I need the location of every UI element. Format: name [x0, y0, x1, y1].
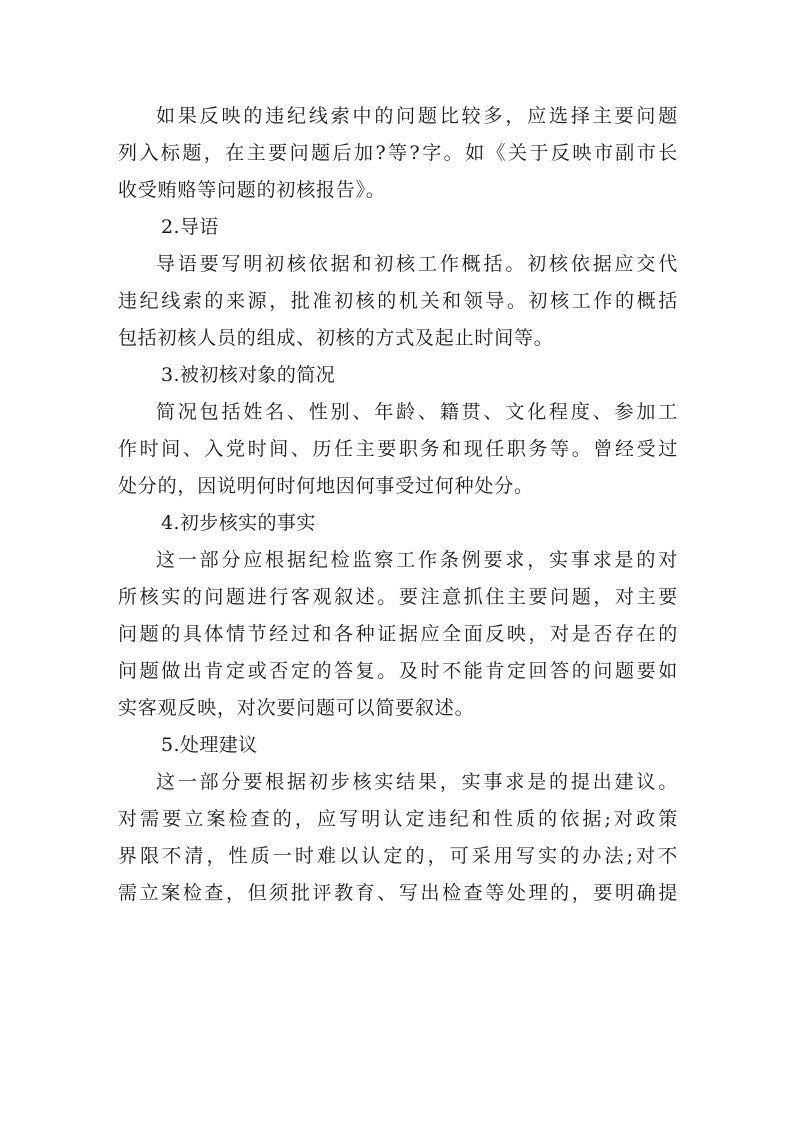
paragraph-line: 所核实的问题进行客观叙述。要注意抓住主要问题，对主要 [118, 586, 678, 608]
paragraph-line: 需立案检查，但须批评教育、写出检查等处理的，要明确提 [118, 882, 678, 904]
section-heading: 4.初步核实的事实 [161, 512, 316, 534]
paragraph-line: 实客观反映，对次要问题可以简要叙述。 [118, 697, 475, 719]
paragraph-line: 如果反映的违纪线索中的问题比较多，应选择主要问题 [156, 105, 678, 127]
document-page [118, 98, 678, 912]
paragraph-line: 这一部分应根据纪检监察工作条例要求，实事求是的对 [156, 549, 678, 571]
paragraph-line: 简况包括姓名、性别、年龄、籍贯、文化程度、参加工 [156, 401, 678, 423]
section-heading: 3.被初核对象的简况 [161, 364, 336, 386]
section-heading: 5.处理建议 [161, 734, 258, 756]
paragraph-line: 作时间、入党时间、历任主要职务和现任职务等。曾经受过 [118, 438, 678, 460]
paragraph-line: 对需要立案检查的，应写明认定违纪和性质的依据;对政策 [118, 808, 678, 830]
paragraph-line: 处分的，因说明何时何地因何事受过何种处分。 [118, 475, 534, 497]
paragraph-line: 收受贿赂等问题的初核报告》。 [118, 179, 386, 201]
paragraph-line: 问题的具体情节经过和各种证据应全面反映，对是否存在的 [118, 623, 678, 645]
section-heading: 2.导语 [161, 216, 219, 238]
paragraph-line: 问题做出肯定或否定的答复。及时不能肯定回答的问题要如 [118, 660, 678, 682]
paragraph-line: 这一部分要根据初步核实结果，实事求是的提出建议。 [156, 771, 678, 793]
paragraph-line: 界限不清，性质一时难以认定的，可采用写实的办法;对不 [118, 845, 678, 867]
paragraph-line: 包括初核人员的组成、初核的方式及起止时间等。 [118, 327, 554, 349]
paragraph-line: 导语要写明初核依据和初核工作概括。初核依据应交代 [156, 253, 678, 275]
paragraph-line: 列入标题，在主要问题后加?等?字。如《关于反映市副市长 [118, 142, 678, 164]
paragraph-line: 违纪线索的来源，批准初核的机关和领导。初核工作的概括 [118, 290, 678, 312]
